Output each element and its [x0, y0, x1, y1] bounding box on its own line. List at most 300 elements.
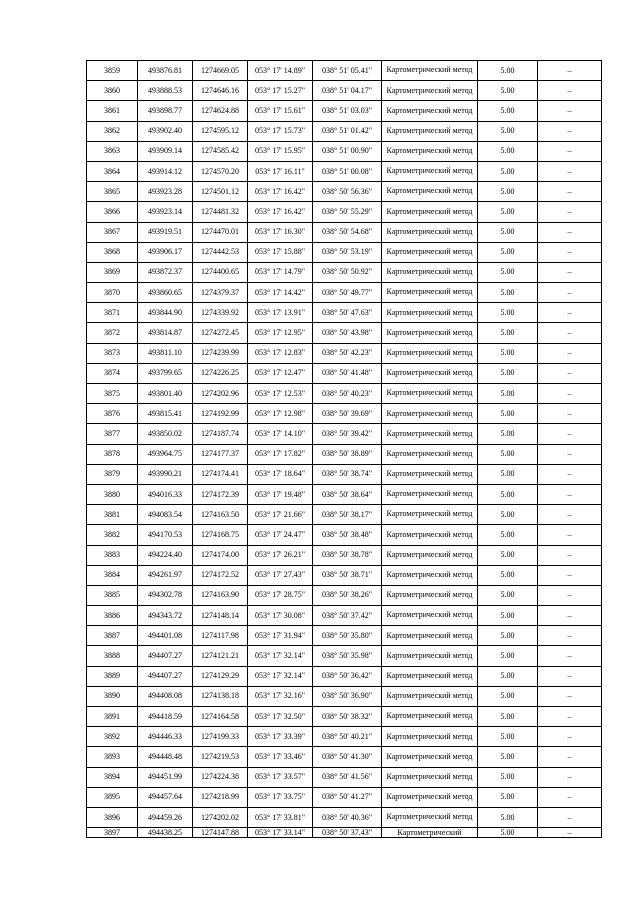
- note-cell: –: [538, 505, 602, 525]
- table-row: [87, 262, 602, 282]
- table-row: [87, 61, 602, 81]
- method-cell: Картометрический метод: [382, 384, 478, 404]
- accuracy-cell: 5.00: [478, 606, 538, 626]
- note-cell: –: [538, 242, 602, 262]
- latitude-cell: 053° 17' 14.79": [248, 262, 313, 282]
- point-number-cell: 3879: [87, 464, 138, 484]
- accuracy-cell: 5.00: [478, 242, 538, 262]
- x-coordinate-cell: 493888.53: [138, 81, 193, 101]
- point-number-cell: 3885: [87, 585, 138, 605]
- document-page: [86, 60, 601, 838]
- longitude-cell: 038° 50' 54.68": [313, 222, 382, 242]
- latitude-cell: 053° 17' 15.61": [248, 101, 313, 121]
- note-cell: –: [538, 707, 602, 727]
- table-row: [87, 141, 602, 161]
- method-cell: Картометрический метод: [382, 585, 478, 605]
- note-cell: –: [538, 404, 602, 424]
- method-cell: Картометрический метод: [382, 141, 478, 161]
- latitude-cell: 053° 17' 33.75": [248, 787, 313, 807]
- x-coordinate-cell: 493902.40: [138, 121, 193, 141]
- longitude-cell: 038° 50' 49.77": [313, 283, 382, 303]
- y-coordinate-cell: 1274669.05: [193, 61, 248, 81]
- accuracy-cell: 5.00: [478, 707, 538, 727]
- latitude-cell: 053° 17' 15.73": [248, 121, 313, 141]
- method-cell: Картометрический метод: [382, 343, 478, 363]
- x-coordinate-cell: 494451.99: [138, 767, 193, 787]
- x-coordinate-cell: 494448.48: [138, 747, 193, 767]
- y-coordinate-cell: 1274224.38: [193, 767, 248, 787]
- longitude-cell: 038° 50' 38.78": [313, 545, 382, 565]
- point-number-cell: 3893: [87, 747, 138, 767]
- y-coordinate-cell: 1274138.18: [193, 686, 248, 706]
- method-cell: Картометрический метод: [382, 222, 478, 242]
- method-cell: Картометрический метод: [382, 283, 478, 303]
- point-number-cell: 3861: [87, 101, 138, 121]
- longitude-cell: 038° 50' 47.63": [313, 303, 382, 323]
- y-coordinate-cell: 1274187.74: [193, 424, 248, 444]
- x-coordinate-cell: 493923.28: [138, 182, 193, 202]
- point-number-cell: 3866: [87, 202, 138, 222]
- y-coordinate-cell: 1274147.88: [193, 828, 248, 838]
- point-number-cell: 3886: [87, 606, 138, 626]
- longitude-cell: 038° 51' 00.90": [313, 141, 382, 161]
- y-coordinate-cell: 1274481.32: [193, 202, 248, 222]
- table-row: [87, 424, 602, 444]
- accuracy-cell: 5.00: [478, 747, 538, 767]
- longitude-cell: 038° 50' 40.23": [313, 384, 382, 404]
- note-cell: –: [538, 121, 602, 141]
- latitude-cell: 053° 17' 33.81": [248, 807, 313, 827]
- latitude-cell: 053° 17' 32.14": [248, 666, 313, 686]
- method-cell: Картометрический метод: [382, 323, 478, 343]
- y-coordinate-cell: 1274192.99: [193, 404, 248, 424]
- point-number-cell: 3860: [87, 81, 138, 101]
- note-cell: –: [538, 807, 602, 827]
- note-cell: –: [538, 202, 602, 222]
- point-number-cell: 3869: [87, 262, 138, 282]
- method-cell: Картометрический метод: [382, 707, 478, 727]
- longitude-cell: 038° 50' 38.71": [313, 565, 382, 585]
- y-coordinate-cell: 1274172.39: [193, 484, 248, 504]
- method-cell: Картометрический метод: [382, 787, 478, 807]
- accuracy-cell: 5.00: [478, 121, 538, 141]
- method-cell: Картометрический метод: [382, 525, 478, 545]
- note-cell: –: [538, 464, 602, 484]
- x-coordinate-cell: 494401.08: [138, 626, 193, 646]
- method-cell: Картометрический метод: [382, 565, 478, 585]
- y-coordinate-cell: 1274339.92: [193, 303, 248, 323]
- accuracy-cell: 5.00: [478, 525, 538, 545]
- x-coordinate-cell: 494016.33: [138, 484, 193, 504]
- x-coordinate-cell: 494459.26: [138, 807, 193, 827]
- latitude-cell: 053° 17' 12.98": [248, 404, 313, 424]
- latitude-cell: 053° 17' 33.14": [248, 828, 313, 838]
- table-row: [87, 686, 602, 706]
- accuracy-cell: 5.00: [478, 646, 538, 666]
- coordinates-table: [86, 60, 602, 838]
- y-coordinate-cell: 1274226.25: [193, 363, 248, 383]
- note-cell: –: [538, 81, 602, 101]
- y-coordinate-cell: 1274117.98: [193, 626, 248, 646]
- latitude-cell: 053° 17' 33.46": [248, 747, 313, 767]
- latitude-cell: 053° 17' 14.42": [248, 283, 313, 303]
- y-coordinate-cell: 1274400.65: [193, 262, 248, 282]
- table-row: [87, 545, 602, 565]
- x-coordinate-cell: 493906.17: [138, 242, 193, 262]
- point-number-cell: 3883: [87, 545, 138, 565]
- note-cell: –: [538, 182, 602, 202]
- method-cell: Картометрический метод: [382, 202, 478, 222]
- longitude-cell: 038° 51' 00.08": [313, 161, 382, 181]
- point-number-cell: 3870: [87, 283, 138, 303]
- point-number-cell: 3878: [87, 444, 138, 464]
- longitude-cell: 038° 50' 41.56": [313, 767, 382, 787]
- accuracy-cell: 5.00: [478, 444, 538, 464]
- latitude-cell: 053° 17' 16.30": [248, 222, 313, 242]
- method-cell: Картометрический метод: [382, 484, 478, 504]
- note-cell: –: [538, 222, 602, 242]
- longitude-cell: 038° 50' 40.21": [313, 727, 382, 747]
- y-coordinate-cell: 1274129.29: [193, 666, 248, 686]
- note-cell: –: [538, 747, 602, 767]
- longitude-cell: 038° 50' 55.29": [313, 202, 382, 222]
- table-row: [87, 484, 602, 504]
- accuracy-cell: 5.00: [478, 484, 538, 504]
- note-cell: –: [538, 727, 602, 747]
- longitude-cell: 038° 50' 38.48": [313, 525, 382, 545]
- accuracy-cell: 5.00: [478, 323, 538, 343]
- x-coordinate-cell: 494224.40: [138, 545, 193, 565]
- y-coordinate-cell: 1274239.99: [193, 343, 248, 363]
- method-cell: Картометрический метод: [382, 606, 478, 626]
- accuracy-cell: 5.00: [478, 666, 538, 686]
- table-row: [87, 202, 602, 222]
- latitude-cell: 053° 17' 12.47": [248, 363, 313, 383]
- accuracy-cell: 5.00: [478, 767, 538, 787]
- method-cell: Картометрический метод: [382, 182, 478, 202]
- accuracy-cell: 5.00: [478, 141, 538, 161]
- method-cell: Картометрический метод: [382, 747, 478, 767]
- longitude-cell: 038° 50' 43.98": [313, 323, 382, 343]
- note-cell: –: [538, 484, 602, 504]
- y-coordinate-cell: 1274585.42: [193, 141, 248, 161]
- table-row: [87, 525, 602, 545]
- point-number-cell: 3895: [87, 787, 138, 807]
- table-row: [87, 222, 602, 242]
- x-coordinate-cell: 493919.51: [138, 222, 193, 242]
- table-row: [87, 464, 602, 484]
- method-cell: Картометрический метод: [382, 505, 478, 525]
- x-coordinate-cell: 493964.75: [138, 444, 193, 464]
- longitude-cell: 038° 50' 37.43": [313, 828, 382, 838]
- table-row: [87, 807, 602, 827]
- method-cell: Картометрический метод: [382, 545, 478, 565]
- latitude-cell: 053° 17' 21.66": [248, 505, 313, 525]
- latitude-cell: 053° 17' 27.43": [248, 565, 313, 585]
- accuracy-cell: 5.00: [478, 303, 538, 323]
- y-coordinate-cell: 1274570.20: [193, 161, 248, 181]
- accuracy-cell: 5.00: [478, 464, 538, 484]
- x-coordinate-cell: 494302.78: [138, 585, 193, 605]
- accuracy-cell: 5.00: [478, 505, 538, 525]
- method-cell: Картометрический метод: [382, 262, 478, 282]
- note-cell: –: [538, 323, 602, 343]
- x-coordinate-cell: 493898.77: [138, 101, 193, 121]
- note-cell: –: [538, 283, 602, 303]
- accuracy-cell: 5.00: [478, 545, 538, 565]
- note-cell: –: [538, 424, 602, 444]
- latitude-cell: 053° 17' 15.95": [248, 141, 313, 161]
- point-number-cell: 3871: [87, 303, 138, 323]
- longitude-cell: 038° 50' 38.32": [313, 707, 382, 727]
- point-number-cell: 3868: [87, 242, 138, 262]
- accuracy-cell: 5.00: [478, 565, 538, 585]
- y-coordinate-cell: 1274202.02: [193, 807, 248, 827]
- method-cell: Картометрический метод: [382, 101, 478, 121]
- method-cell: Картометрический метод: [382, 464, 478, 484]
- method-cell: Картометрический метод: [382, 727, 478, 747]
- method-cell: Картометрический метод: [382, 444, 478, 464]
- method-cell: Картометрический метод: [382, 363, 478, 383]
- longitude-cell: 038° 50' 41.30": [313, 747, 382, 767]
- point-number-cell: 3872: [87, 323, 138, 343]
- x-coordinate-cell: 494083.54: [138, 505, 193, 525]
- x-coordinate-cell: 494418.59: [138, 707, 193, 727]
- note-cell: –: [538, 525, 602, 545]
- latitude-cell: 053° 17' 14.10": [248, 424, 313, 444]
- x-coordinate-cell: 493814.87: [138, 323, 193, 343]
- accuracy-cell: 5.00: [478, 343, 538, 363]
- table-row: [87, 343, 602, 363]
- table-row: [87, 384, 602, 404]
- accuracy-cell: 5.00: [478, 182, 538, 202]
- accuracy-cell: 5.00: [478, 404, 538, 424]
- y-coordinate-cell: 1274624.88: [193, 101, 248, 121]
- method-cell: Картометрический метод: [382, 767, 478, 787]
- longitude-cell: 038° 50' 36.42": [313, 666, 382, 686]
- point-number-cell: 3884: [87, 565, 138, 585]
- longitude-cell: 038° 50' 35.98": [313, 646, 382, 666]
- table-row: [87, 666, 602, 686]
- accuracy-cell: 5.00: [478, 787, 538, 807]
- accuracy-cell: 5.00: [478, 828, 538, 838]
- table-row: [87, 505, 602, 525]
- x-coordinate-cell: 493801.40: [138, 384, 193, 404]
- method-cell: Картометрический метод: [382, 161, 478, 181]
- note-cell: –: [538, 384, 602, 404]
- longitude-cell: 038° 50' 38.17": [313, 505, 382, 525]
- note-cell: –: [538, 141, 602, 161]
- accuracy-cell: 5.00: [478, 61, 538, 81]
- accuracy-cell: 5.00: [478, 222, 538, 242]
- y-coordinate-cell: 1274172.52: [193, 565, 248, 585]
- table-row: [87, 707, 602, 727]
- note-cell: –: [538, 686, 602, 706]
- longitude-cell: 038° 50' 56.36": [313, 182, 382, 202]
- point-number-cell: 3859: [87, 61, 138, 81]
- method-cell: Картометрический метод: [382, 666, 478, 686]
- point-number-cell: 3864: [87, 161, 138, 181]
- longitude-cell: 038° 51' 04.17": [313, 81, 382, 101]
- point-number-cell: 3890: [87, 686, 138, 706]
- x-coordinate-cell: 493876.81: [138, 61, 193, 81]
- y-coordinate-cell: 1274177.37: [193, 444, 248, 464]
- note-cell: –: [538, 787, 602, 807]
- table-row: [87, 727, 602, 747]
- point-number-cell: 3887: [87, 626, 138, 646]
- latitude-cell: 053° 17' 30.08": [248, 606, 313, 626]
- point-number-cell: 3874: [87, 363, 138, 383]
- accuracy-cell: 5.00: [478, 283, 538, 303]
- note-cell: –: [538, 545, 602, 565]
- x-coordinate-cell: 493844.90: [138, 303, 193, 323]
- note-cell: –: [538, 444, 602, 464]
- table-row: [87, 283, 602, 303]
- table-row: [87, 606, 602, 626]
- y-coordinate-cell: 1274219.53: [193, 747, 248, 767]
- table-row: [87, 747, 602, 767]
- note-cell: –: [538, 666, 602, 686]
- latitude-cell: 053° 17' 32.50": [248, 707, 313, 727]
- method-cell: Картометрический метод: [382, 404, 478, 424]
- x-coordinate-cell: 494261.97: [138, 565, 193, 585]
- note-cell: –: [538, 343, 602, 363]
- latitude-cell: 053° 17' 18.64": [248, 464, 313, 484]
- longitude-cell: 038° 50' 35.80": [313, 626, 382, 646]
- y-coordinate-cell: 1274163.90: [193, 585, 248, 605]
- latitude-cell: 053° 17' 33.57": [248, 767, 313, 787]
- table-row: [87, 787, 602, 807]
- point-number-cell: 3877: [87, 424, 138, 444]
- note-cell: –: [538, 828, 602, 838]
- latitude-cell: 053° 17' 15.88": [248, 242, 313, 262]
- y-coordinate-cell: 1274272.45: [193, 323, 248, 343]
- table-row: [87, 121, 602, 141]
- method-cell: Картометрический метод: [382, 81, 478, 101]
- x-coordinate-cell: 493923.14: [138, 202, 193, 222]
- x-coordinate-cell: 493811.10: [138, 343, 193, 363]
- point-number-cell: 3892: [87, 727, 138, 747]
- note-cell: –: [538, 646, 602, 666]
- y-coordinate-cell: 1274202.96: [193, 384, 248, 404]
- y-coordinate-cell: 1274442.53: [193, 242, 248, 262]
- latitude-cell: 053° 17' 16.42": [248, 202, 313, 222]
- accuracy-cell: 5.00: [478, 81, 538, 101]
- y-coordinate-cell: 1274121.21: [193, 646, 248, 666]
- x-coordinate-cell: 493815.41: [138, 404, 193, 424]
- point-number-cell: 3894: [87, 767, 138, 787]
- accuracy-cell: 5.00: [478, 626, 538, 646]
- latitude-cell: 053° 17' 17.82": [248, 444, 313, 464]
- latitude-cell: 053° 17' 24.47": [248, 525, 313, 545]
- method-cell: Картометрический метод: [382, 807, 478, 827]
- point-number-cell: 3888: [87, 646, 138, 666]
- point-number-cell: 3882: [87, 525, 138, 545]
- longitude-cell: 038° 50' 53.19": [313, 242, 382, 262]
- latitude-cell: 053° 17' 12.95": [248, 323, 313, 343]
- table-row: [87, 646, 602, 666]
- latitude-cell: 053° 17' 31.94": [248, 626, 313, 646]
- y-coordinate-cell: 1274174.41: [193, 464, 248, 484]
- table-row: [87, 444, 602, 464]
- x-coordinate-cell: 493914.12: [138, 161, 193, 181]
- point-number-cell: 3891: [87, 707, 138, 727]
- longitude-cell: 038° 50' 37.42": [313, 606, 382, 626]
- method-cell: Картометрический метод: [382, 686, 478, 706]
- y-coordinate-cell: 1274470.01: [193, 222, 248, 242]
- table-row: [87, 242, 602, 262]
- longitude-cell: 038° 50' 38.64": [313, 484, 382, 504]
- y-coordinate-cell: 1274595.12: [193, 121, 248, 141]
- latitude-cell: 053° 17' 12.83": [248, 343, 313, 363]
- longitude-cell: 038° 50' 40.36": [313, 807, 382, 827]
- x-coordinate-cell: 493860.65: [138, 283, 193, 303]
- accuracy-cell: 5.00: [478, 807, 538, 827]
- note-cell: –: [538, 606, 602, 626]
- table-row: [87, 565, 602, 585]
- x-coordinate-cell: 493799.65: [138, 363, 193, 383]
- y-coordinate-cell: 1274163.50: [193, 505, 248, 525]
- y-coordinate-cell: 1274168.75: [193, 525, 248, 545]
- x-coordinate-cell: 494446.33: [138, 727, 193, 747]
- note-cell: –: [538, 767, 602, 787]
- y-coordinate-cell: 1274646.16: [193, 81, 248, 101]
- y-coordinate-cell: 1274148.14: [193, 606, 248, 626]
- y-coordinate-cell: 1274174.00: [193, 545, 248, 565]
- table-row: [87, 626, 602, 646]
- point-number-cell: 3873: [87, 343, 138, 363]
- x-coordinate-cell: 493850.02: [138, 424, 193, 444]
- x-coordinate-cell: 494457.64: [138, 787, 193, 807]
- method-cell: Картометрический метод: [382, 61, 478, 81]
- note-cell: –: [538, 262, 602, 282]
- table-row: [87, 767, 602, 787]
- longitude-cell: 038° 50' 41.48": [313, 363, 382, 383]
- point-number-cell: 3863: [87, 141, 138, 161]
- x-coordinate-cell: 494408.08: [138, 686, 193, 706]
- latitude-cell: 053° 17' 14.89": [248, 61, 313, 81]
- method-cell: Картометрический метод: [382, 303, 478, 323]
- y-coordinate-cell: 1274199.33: [193, 727, 248, 747]
- x-coordinate-cell: 494170.53: [138, 525, 193, 545]
- latitude-cell: 053° 17' 13.91": [248, 303, 313, 323]
- note-cell: –: [538, 565, 602, 585]
- note-cell: –: [538, 303, 602, 323]
- x-coordinate-cell: 494407.27: [138, 666, 193, 686]
- latitude-cell: 053° 17' 16.42": [248, 182, 313, 202]
- accuracy-cell: 5.00: [478, 202, 538, 222]
- accuracy-cell: 5.00: [478, 262, 538, 282]
- table-row: [87, 182, 602, 202]
- latitude-cell: 053° 17' 16.11": [248, 161, 313, 181]
- point-number-cell: 3875: [87, 384, 138, 404]
- accuracy-cell: 5.00: [478, 363, 538, 383]
- latitude-cell: 053° 17' 19.48": [248, 484, 313, 504]
- latitude-cell: 053° 17' 15.27": [248, 81, 313, 101]
- table-row: [87, 323, 602, 343]
- table-row: [87, 303, 602, 323]
- latitude-cell: 053° 17' 12.53": [248, 384, 313, 404]
- point-number-cell: 3896: [87, 807, 138, 827]
- accuracy-cell: 5.00: [478, 161, 538, 181]
- table-row: [87, 81, 602, 101]
- longitude-cell: 038° 50' 41.27": [313, 787, 382, 807]
- table-row: [87, 404, 602, 424]
- x-coordinate-cell: 494438.25: [138, 828, 193, 838]
- note-cell: –: [538, 61, 602, 81]
- point-number-cell: 3867: [87, 222, 138, 242]
- longitude-cell: 038° 50' 38.26": [313, 585, 382, 605]
